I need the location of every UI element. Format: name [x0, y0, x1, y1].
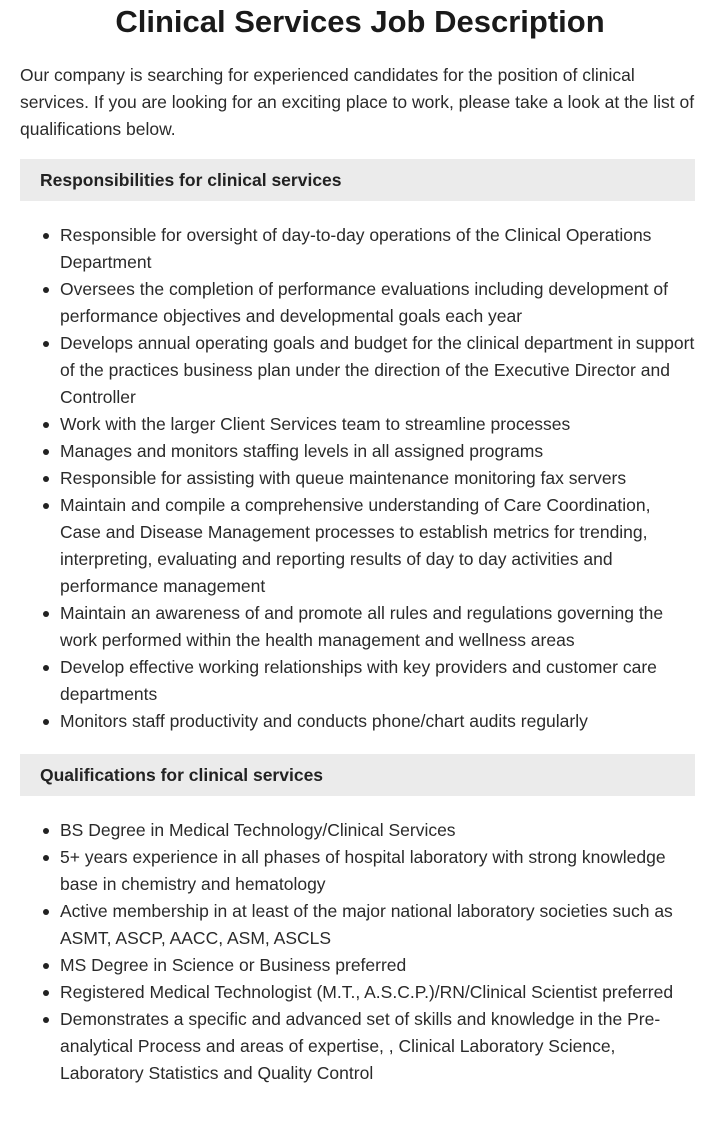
responsibilities-heading: Responsibilities for clinical services: [20, 159, 695, 201]
intro-paragraph: Our company is searching for experienced candidates for the position of clinical services. If you are looking for an exciting place to work, please take a look at the list of qualifications below.: [20, 65, 695, 139]
list-item: Registered Medical Technologist (M.T., A.S.C.P.)/RN/Clinical Scientist preferred: [60, 979, 695, 1006]
list-item: 5+ years experience in all phases of hospital laboratory with strong knowledge base in chemistry and hematology: [60, 844, 695, 898]
list-item: Active membership in at least of the major national laboratory societies such as ASMT, ASCP, AACC, ASM, ASCLS: [60, 898, 695, 952]
list-item: Oversees the completion of performance evaluations including development of performance objectives and developmental goals each year: [60, 276, 695, 330]
list-item: Develop effective working relationships with key providers and customer care departments: [60, 654, 695, 708]
list-item: Develops annual operating goals and budget for the clinical department in support of the practices business plan under the direction of the Executive Director and Controller: [60, 330, 695, 411]
responsibilities-list: [20, 222, 695, 735]
list-item: MS Degree in Science or Business preferred: [60, 952, 695, 979]
list-item: Manages and monitors staffing levels in all assigned programs: [60, 438, 695, 465]
list-item: Work with the larger Client Services team to streamline processes: [60, 411, 695, 438]
list-item: Demonstrates a specific and advanced set of skills and knowledge in the Pre-analytical Process and areas of expertise, , Clinical Laboratory Science, Laboratory Statistics and Quality Control: [60, 1006, 695, 1087]
list-item: Maintain an awareness of and promote all rules and regulations governing the work performed within the health management and wellness areas: [60, 600, 695, 654]
list-item: Monitors staff productivity and conducts phone/chart audits regularly: [60, 708, 695, 735]
qualifications-heading: Qualifications for clinical services: [20, 754, 695, 796]
page-title: Clinical Services Job Description: [115, 4, 605, 39]
list-item: BS Degree in Medical Technology/Clinical Services: [60, 817, 695, 844]
list-item: Responsible for oversight of day-to-day operations of the Clinical Operations Department: [60, 222, 695, 276]
list-item: Maintain and compile a comprehensive understanding of Care Coordination, Case and Disease Management processes to establish metrics for trending, interpreting, evaluating and reporting results of day to day activities and performance management: [60, 492, 695, 600]
qualifications-list: [20, 817, 695, 1087]
list-item: Responsible for assisting with queue maintenance monitoring fax servers: [60, 465, 695, 492]
